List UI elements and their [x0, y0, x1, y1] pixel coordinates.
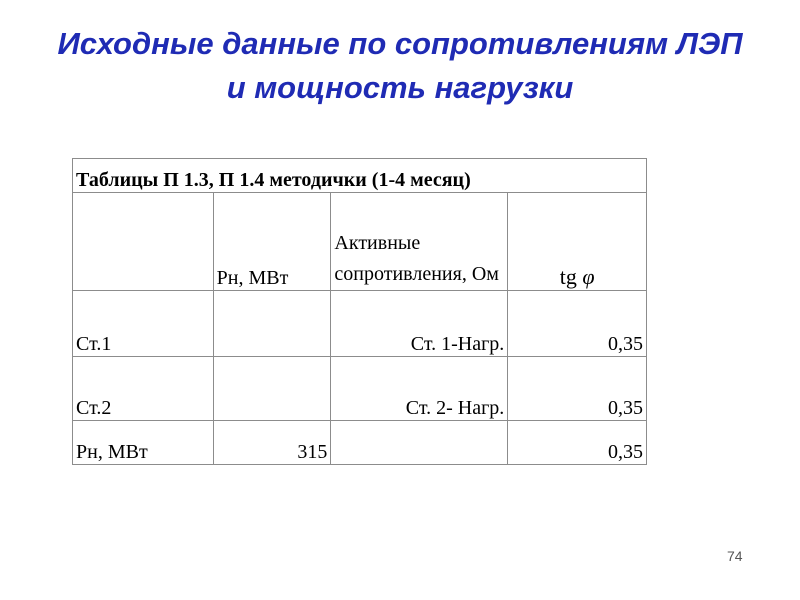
row-label-cell: Рн, МВт [73, 421, 214, 465]
row-tg-cell: 0,35 [508, 421, 647, 465]
row-label-cell: Ст.1 [73, 291, 214, 357]
slide-title [0, 22, 800, 110]
table-header-row [73, 193, 647, 291]
table-caption-row [73, 159, 647, 193]
row-tg-cell: 0,35 [508, 291, 647, 357]
row-line-cell [331, 421, 508, 465]
tg-label: tg [559, 264, 577, 289]
row-label-cell: Ст.2 [73, 357, 214, 421]
phi-symbol: φ [582, 264, 595, 289]
row-line-cell: Ст. 2- Нагр. [331, 357, 508, 421]
header-cell-1 [73, 193, 214, 291]
table-row [73, 421, 647, 465]
row-power-cell: 315 [213, 421, 331, 465]
table-caption: Таблицы П 1.3, П 1.4 методички (1-4 месяц) [73, 159, 647, 193]
page-number: 74 [727, 548, 743, 564]
row-power-cell [213, 357, 331, 421]
data-table [72, 158, 647, 465]
row-line-cell: Ст. 1-Нагр. [331, 291, 508, 357]
row-tg-cell: 0,35 [508, 357, 647, 421]
table-row [73, 357, 647, 421]
header-cell-power: Рн, МВт [213, 193, 331, 291]
row-power-cell [213, 291, 331, 357]
header-cell-tg-phi [508, 193, 647, 291]
slide-title-line-2: и мощность нагрузки [226, 70, 574, 105]
slide-title-line-1: Исходные данные по сопротивлениям ЛЭП [57, 26, 743, 61]
header-cell-resistance: Активные сопротивления, Ом [331, 193, 508, 291]
table-row [73, 291, 647, 357]
